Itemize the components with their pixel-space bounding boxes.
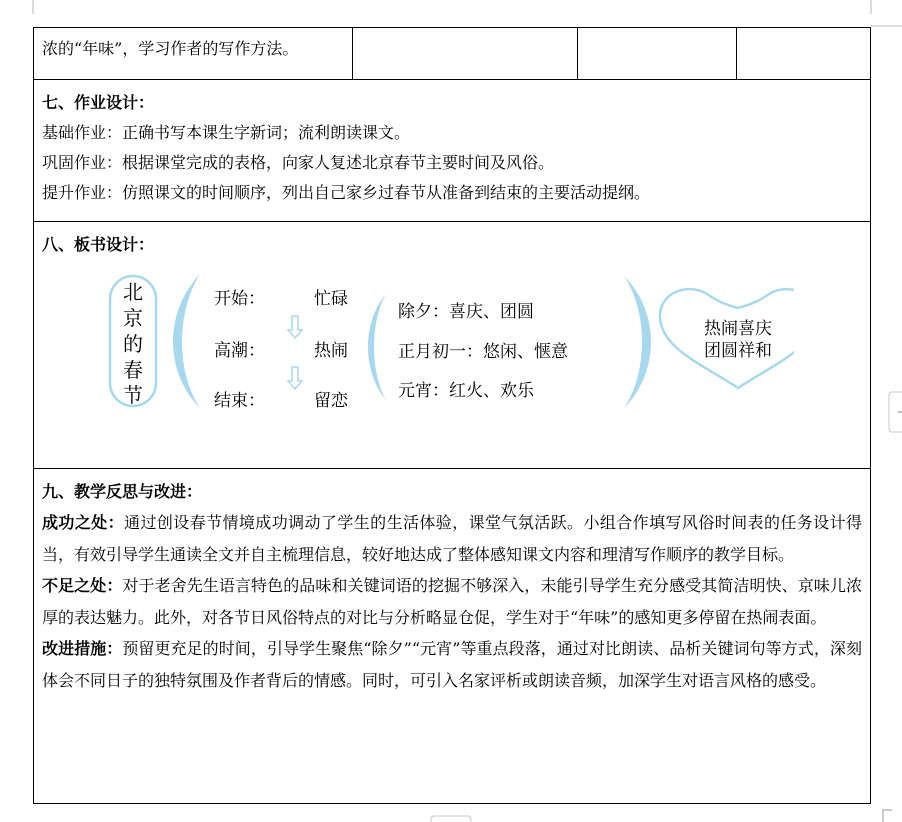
stage-label: 高潮： <box>214 341 265 361</box>
stage-label: 结束： <box>214 391 265 411</box>
shortfall-paragraph <box>42 570 862 633</box>
improve-label: 改进措施： <box>42 639 123 658</box>
board-design-section <box>34 221 870 468</box>
improve-text: 预留更充足的时间，引导学生聚焦“除夕”“元宵”等重点段落，通过对比朗读、品析关键词句等方式，深刻体会不同日子的独特氛围及作者背后的情感。同时，可引入名家评析或朗读音频，加深学生对语言风格的感受。 <box>42 639 862 690</box>
stage-label: 开始： <box>214 289 265 309</box>
success-paragraph <box>42 507 862 570</box>
top-row-text: 浓的“年味”，学习作者的写作方法。 <box>42 39 299 58</box>
lesson-plan-table <box>33 27 871 804</box>
empty-cell <box>352 28 577 79</box>
day-line: 正月初一：悠闲、惬意 <box>398 342 568 362</box>
arrow-down-icon <box>288 367 302 389</box>
bracket-right <box>624 276 651 408</box>
heart-line: 热闹喜庆 <box>704 319 772 339</box>
stage-value: 留恋 <box>314 391 348 411</box>
shortfall-label: 不足之处： <box>42 576 123 595</box>
stage-value: 忙碌 <box>314 289 348 309</box>
topic-char: 京 <box>123 306 143 330</box>
improve-paragraph <box>42 633 862 696</box>
homework-extend: 提升作业：仿照课文的时间顺序，列出自己家乡过春节从准备到结束的主要活动提纲。 <box>42 183 651 202</box>
day-line: 除夕：喜庆、团圆 <box>398 302 534 322</box>
success-text: 通过创设春节情境成功调动了学生的生活体验，课堂气氛活跃。小组合作填写风俗时间表的任务设计得当，有效引导学生通读全文并自主梳理信息，较好地达成了整体感知课文内容和理清写作顺序的教学目标。 <box>42 513 862 564</box>
reflection-title: 九、教学反思与改进： <box>42 482 203 501</box>
heart-line: 团圆祥和 <box>704 341 772 361</box>
shortfall-text: 对于老舍先生语言特色的品味和关键词语的挖掘不够深入，未能引导学生充分感受其简洁明快、京味儿浓厚的表达魅力。此外，对各节日风俗特点的对比与分析略显仓促，学生对于“年味”的感知更多停留在热闹表面。 <box>42 576 862 627</box>
reflection-section <box>34 468 870 803</box>
bracket-middle <box>368 294 386 400</box>
board-title: 八、板书设计： <box>42 235 155 254</box>
day-line: 元宵：红火、欢乐 <box>398 381 534 401</box>
blackboard-diagram <box>104 272 794 412</box>
top-row <box>34 28 870 79</box>
homework-basic: 基础作业：正确书写本课生字新词；流利朗读课文。 <box>42 123 411 142</box>
topic-char: 北 <box>123 280 143 304</box>
bracket-left <box>173 274 200 408</box>
topic-char: 节 <box>123 383 143 407</box>
stage-value: 热闹 <box>314 341 348 361</box>
homework-section <box>34 79 870 221</box>
topic-char: 的 <box>123 332 143 356</box>
empty-cell <box>736 28 870 79</box>
homework-title: 七、作业设计： <box>42 93 155 112</box>
success-label: 成功之处： <box>42 513 125 532</box>
topic-char: 春 <box>123 358 143 382</box>
homework-consolidate: 巩固作业：根据课堂完成的表格，向家人复述北京春节主要时间及风俗。 <box>42 153 555 172</box>
empty-cell <box>577 28 736 79</box>
arrow-down-icon <box>288 316 302 338</box>
